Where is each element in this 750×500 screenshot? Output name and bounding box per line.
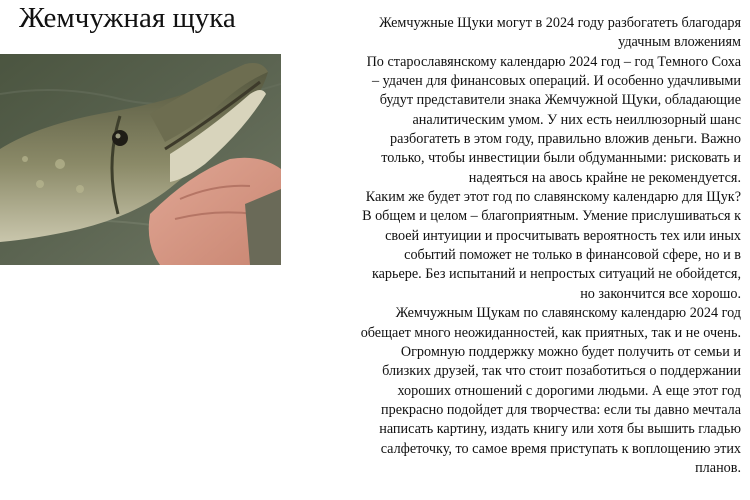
text-line: аналитическим умом. У них есть неиллюзорный шанс xyxy=(412,111,741,128)
text-line: написать картину, издать книгу или хотя бы вышить гладью xyxy=(379,421,741,438)
text-line: обещает много неожиданностей, как приятных, так и не очень. xyxy=(360,324,741,341)
text-line: надеяться на авось крайне не рекомендуется. xyxy=(468,169,741,186)
page-title: Жемчужная щука xyxy=(19,2,236,34)
text-line: Каким же будет этот год по славянскому календарю для Щук? xyxy=(365,189,741,206)
text-line: удачным вложениям xyxy=(618,34,741,51)
text-line: Жемчужные Щуки могут в 2024 году разбогатеть благодаря xyxy=(379,15,741,31)
text-line: салфеточку, то самое время приступать к воплощению этих xyxy=(380,440,741,457)
text-line: событий поможет не только в финансовой сфере, но и в xyxy=(404,247,741,264)
pike-photo xyxy=(0,54,281,265)
text-line: Жемчужным Щукам по славянскому календарю 2024 год xyxy=(395,305,741,322)
text-line: хороших отношений с дорогими людьми. А еще этот год xyxy=(397,382,741,399)
article-body xyxy=(289,14,741,478)
text-line: Огромную поддержку можно будет получить от семьи и xyxy=(400,343,741,360)
text-line: разбогатеть в этом году, правильно вложив деньги. Важно xyxy=(390,131,741,148)
text-line: будут представители знака Жемчужной Щуки, обладающие xyxy=(379,92,741,109)
text-line: планов. xyxy=(695,459,741,476)
text-line: прекрасно подойдет для творчества: если ты давно мечтала xyxy=(381,401,741,418)
text-line: карьере. Без испытаний и непростых ситуаций не обойдется, xyxy=(371,266,741,283)
text-line: – удачен для финансовых операций. И особенно удачливыми xyxy=(371,73,741,90)
text-line: только, чтобы инвестиции были обдуманными: рисковать и xyxy=(381,150,741,167)
text-line: близких друзей, так что стоит позаботиться о поддержании xyxy=(382,363,741,380)
text-line: своей интуиции и просчитывать вероятность тех или иных xyxy=(385,227,741,244)
text-line: но закончится все хорошо. xyxy=(580,285,741,302)
text-line: По старославянскому календарю 2024 год – год Темного Соха xyxy=(366,53,741,70)
text-line: В общем и целом – благоприятным. Умение прислушиваться к xyxy=(362,208,741,225)
